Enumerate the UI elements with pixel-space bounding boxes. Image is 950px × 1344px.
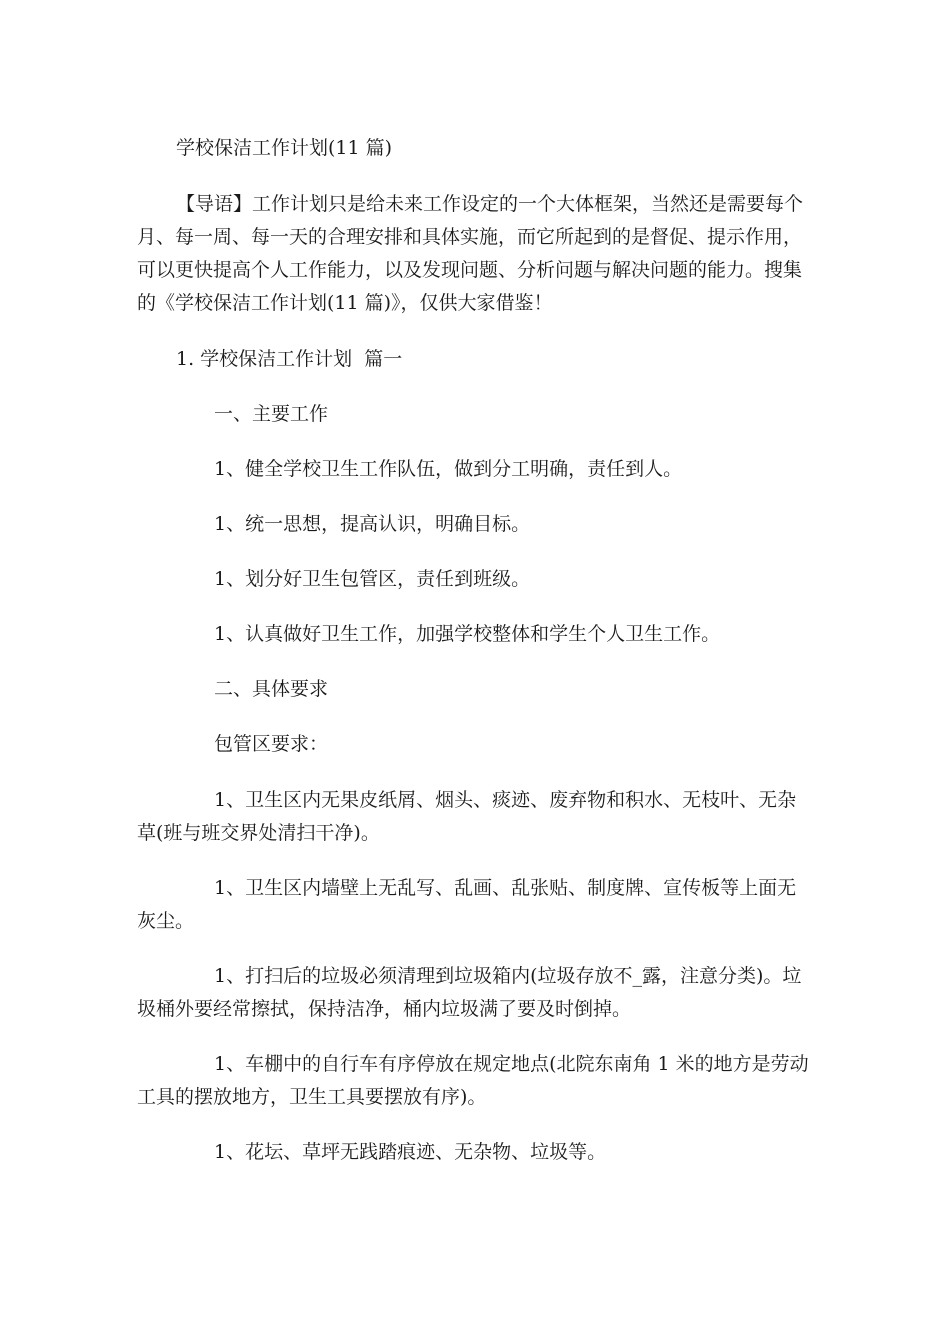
requirement-line: 1、卫生区内无果皮纸屑、烟头、痰迹、废弃物和积水、无枝叶、无杂	[214, 789, 797, 811]
intro-line: 可以更快提高个人工作能力，以及发现问题、分析问题与解决问题的能力。搜集	[137, 259, 803, 281]
intro-line: 【导语】工作计划只是给未来工作设定的一个大体框架，当然还是需要每个	[176, 193, 804, 215]
subsection-heading: 包管区要求：	[214, 733, 329, 755]
requirement-line: 草(班与班交界处清扫干净)。	[137, 822, 380, 844]
requirement-line: 圾桶外要经常擦拭，保持洁净，桶内垃圾满了要及时倒掉。	[137, 998, 632, 1020]
intro-line: 的《学校保洁工作计划(11 篇)》，仅供大家借鉴！	[137, 292, 553, 314]
work-item: 1、健全学校卫生工作队伍，做到分工明确，责任到人。	[214, 458, 683, 480]
part-heading: 二、具体要求	[214, 678, 329, 700]
section-heading: 1. 学校保洁工作计划 篇一	[176, 348, 403, 370]
requirement-line: 灰尘。	[137, 910, 195, 932]
requirement-line: 1、卫生区内墙壁上无乱写、乱画、乱张贴、制度牌、宣传板等上面无	[214, 877, 797, 899]
requirement-line: 工具的摆放地方，卫生工具要摆放有序)。	[137, 1086, 487, 1108]
part-heading: 一、主要工作	[214, 403, 329, 425]
work-item: 1、统一思想，提高认识，明确目标。	[214, 513, 531, 535]
requirement-line: 1、打扫后的垃圾必须清理到垃圾箱内(垃圾存放不_露，注意分类)。垃	[214, 965, 802, 987]
requirement-line: 1、花坛、草坪无践踏痕迹、无杂物、垃圾等。	[214, 1141, 607, 1163]
work-item: 1、划分好卫生包管区，责任到班级。	[214, 568, 531, 590]
intro-line: 月、每一周、每一天的合理安排和具体实施，而它所起到的是督促、提示作用，	[137, 226, 803, 248]
document-title: 学校保洁工作计划(11 篇)	[176, 137, 393, 159]
requirement-line: 1、车棚中的自行车有序停放在规定地点(北院东南角 1 米的地方是劳动	[214, 1053, 809, 1075]
work-item: 1、认真做好卫生工作，加强学校整体和学生个人卫生工作。	[214, 623, 721, 645]
